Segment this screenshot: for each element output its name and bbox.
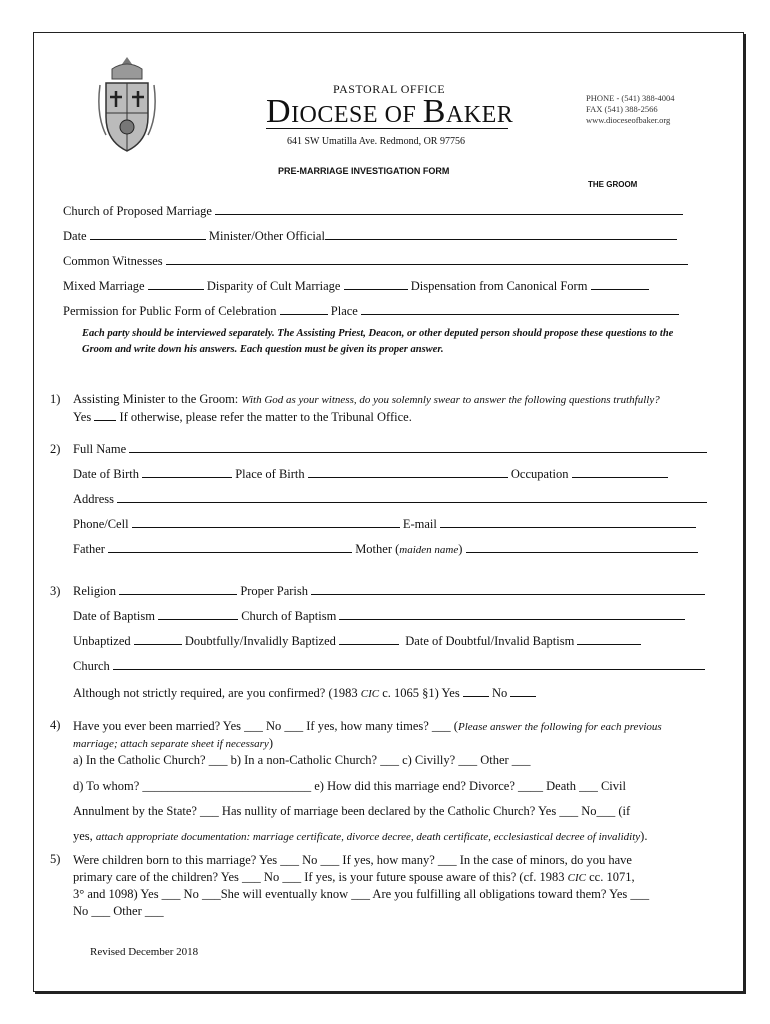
email-label: E-mail xyxy=(402,517,437,531)
minister-label: Minister/Other Official xyxy=(208,229,325,243)
doubtful-label: Doubtfully/Invalidly Baptized xyxy=(184,634,336,648)
q2-number: 2) xyxy=(50,442,61,456)
permission-row xyxy=(63,304,679,319)
pob-field[interactable] xyxy=(308,467,508,478)
header-rule xyxy=(266,128,508,129)
date-doubtful-label: Date of Doubtful/Invalid Baptism xyxy=(405,634,575,648)
q3-number: 3) xyxy=(50,584,61,598)
dob-field[interactable] xyxy=(142,467,232,478)
church-label-q3: Church xyxy=(73,659,110,673)
mixed-field[interactable] xyxy=(148,279,204,290)
father-field[interactable] xyxy=(108,542,352,553)
phone-field[interactable] xyxy=(132,517,400,528)
baptism-date-label: Date of Baptism xyxy=(73,609,155,623)
parish-label: Proper Parish xyxy=(240,584,309,598)
disparity-field[interactable] xyxy=(344,279,408,290)
confirmed-yes-field[interactable] xyxy=(463,686,489,697)
q1-oath: With God as your witness, do you solemnly swear to answer the following questions truthfully? xyxy=(241,394,660,406)
minister-field[interactable] xyxy=(325,229,677,240)
baptism-church-label: Church of Baptism xyxy=(241,609,337,623)
instructions: Each party should be interviewed separately. The Assisting Priest, Deacon, or other deputed person should propose these questions to the Groom and write down his answers. Each question must be given its proper answer. xyxy=(82,328,674,355)
mother-field[interactable] xyxy=(466,542,698,553)
religion-row xyxy=(73,584,705,599)
church-label: Church of Proposed Marriage xyxy=(63,204,212,218)
address-label: Address xyxy=(73,492,114,506)
fax-number: FAX (541) 388-2566 xyxy=(586,104,658,114)
mixed-label: Mixed Marriage xyxy=(63,279,145,293)
parish-field[interactable] xyxy=(311,584,705,595)
q5-line3: 3° and 1098) Yes ___ No ___She will eventually know ___ Are you fulfilling all obligations toward them? Yes ___ xyxy=(73,887,650,901)
baptism-row xyxy=(73,609,685,624)
unbaptized-row xyxy=(73,634,641,649)
date-minister-row xyxy=(63,229,677,244)
q5-line4: No ___ Other ___ xyxy=(73,904,164,918)
phone-email-row xyxy=(73,517,696,532)
website: www.dioceseofbaker.org xyxy=(586,115,671,125)
permission-field[interactable] xyxy=(280,304,328,315)
q4-number: 4) xyxy=(50,718,61,732)
disparity-label: Disparity of Cult Marriage xyxy=(206,279,341,293)
place-field[interactable] xyxy=(361,304,679,315)
permission-label: Permission for Public Form of Celebration xyxy=(63,304,277,318)
address-row xyxy=(73,492,707,507)
witnesses-field[interactable] xyxy=(166,254,688,265)
church-field-q3[interactable] xyxy=(113,659,705,670)
birth-row xyxy=(73,467,668,482)
father-label: Father xyxy=(73,542,105,556)
form-subtitle: THE GROOM xyxy=(588,180,638,189)
dispensation-field[interactable] xyxy=(591,279,649,290)
unbaptized-field[interactable] xyxy=(134,634,182,645)
parents-row xyxy=(73,542,698,557)
q5-line1: Were children born to this marriage? Yes ___ No ___ If yes, how many? ___ In the case of minors, do you have xyxy=(73,853,632,867)
pob-label: Place of Birth xyxy=(235,467,305,481)
unbaptized-label: Unbaptized xyxy=(73,634,131,648)
diocese-name: DIOCESE OF BAKER xyxy=(266,93,514,130)
q4-line1: Have you ever been married? Yes ___ No ___ If yes, how many times? ___ (Please answer the following for each previous xyxy=(73,719,662,733)
place-label: Place xyxy=(330,304,358,318)
religion-field[interactable] xyxy=(119,584,237,595)
pastoral-office-label: PASTORAL OFFICE xyxy=(333,82,446,96)
mixed-marriage-row xyxy=(63,279,649,294)
confirmed-no-field[interactable] xyxy=(510,686,536,697)
mother-label: Mother (maiden name) xyxy=(355,542,463,556)
q5-line2: primary care of the children? Yes ___ No ___ If yes, is your future spouse aware of this? (cf. 1983 CIC cc. 1071, xyxy=(73,870,635,884)
full-name-field[interactable] xyxy=(129,442,707,453)
church-field[interactable] xyxy=(215,204,683,215)
diocese-crest-logo xyxy=(92,55,162,155)
diocese-address: 641 SW Umatilla Ave. Redmond, OR 97756 xyxy=(287,136,465,147)
phone-label: Phone/Cell xyxy=(73,517,129,531)
witnesses-label: Common Witnesses xyxy=(63,254,163,268)
full-name-label: Full Name xyxy=(73,442,127,456)
q5-number: 5) xyxy=(50,852,61,866)
q1-line1: Assisting Minister to the Groom: With God as your witness, do you solemnly swear to answer the following questions truthfully? xyxy=(73,392,660,406)
church-of-marriage-row xyxy=(63,204,683,219)
church-row xyxy=(73,659,705,674)
witnesses-row xyxy=(63,254,688,269)
page-border xyxy=(33,32,744,992)
confirmed-row: Although not strictly required, are you confirmed? (1983 CIC c. 1065 §1) Yes No xyxy=(73,686,536,701)
date-field[interactable] xyxy=(90,229,206,240)
religion-label: Religion xyxy=(73,584,117,598)
doubtful-field[interactable] xyxy=(339,634,399,645)
date-label: Date xyxy=(63,229,87,243)
q1-line2: Yes If otherwise, please refer the matter to the Tribunal Office. xyxy=(73,410,412,424)
q4-line4: d) To whom? ___________________________ e) How did this marriage end? Divorce? ____ Death ___ Civil xyxy=(73,779,626,793)
date-doubtful-field[interactable] xyxy=(577,634,641,645)
address-field[interactable] xyxy=(117,492,707,503)
q4-line5: Annulment by the State? ___ Has nullity of marriage been declared by the Catholic Church? Yes ___ No___ (if xyxy=(73,804,631,818)
full-name-row xyxy=(73,442,707,457)
q4-line2: marriage; attach separate sheet if necessary) xyxy=(73,736,273,750)
baptism-church-field[interactable] xyxy=(339,609,685,620)
q4-line3: a) In the Catholic Church? ___ b) In a non-Catholic Church? ___ c) Civilly? ___ Other ___ xyxy=(73,753,531,767)
contact-info xyxy=(586,93,675,126)
baptism-date-field[interactable] xyxy=(158,609,238,620)
phone-number: PHONE - (541) 388-4004 xyxy=(586,93,675,103)
form-title: PRE-MARRIAGE INVESTIGATION FORM xyxy=(278,166,450,176)
occupation-field[interactable] xyxy=(572,467,668,478)
q1-number: 1) xyxy=(50,392,61,406)
email-field[interactable] xyxy=(440,517,696,528)
revised-date: Revised December 2018 xyxy=(90,946,199,958)
dispensation-label: Dispensation from Canonical Form xyxy=(410,279,588,293)
dob-label: Date of Birth xyxy=(73,467,139,481)
occupation-label: Occupation xyxy=(510,467,569,481)
q1-yes-field[interactable] xyxy=(94,410,116,421)
q4-line6: yes, attach appropriate documentation: marriage certificate, divorce decree, death certificate, ecclesiastical decree of invalidity). xyxy=(73,829,648,843)
